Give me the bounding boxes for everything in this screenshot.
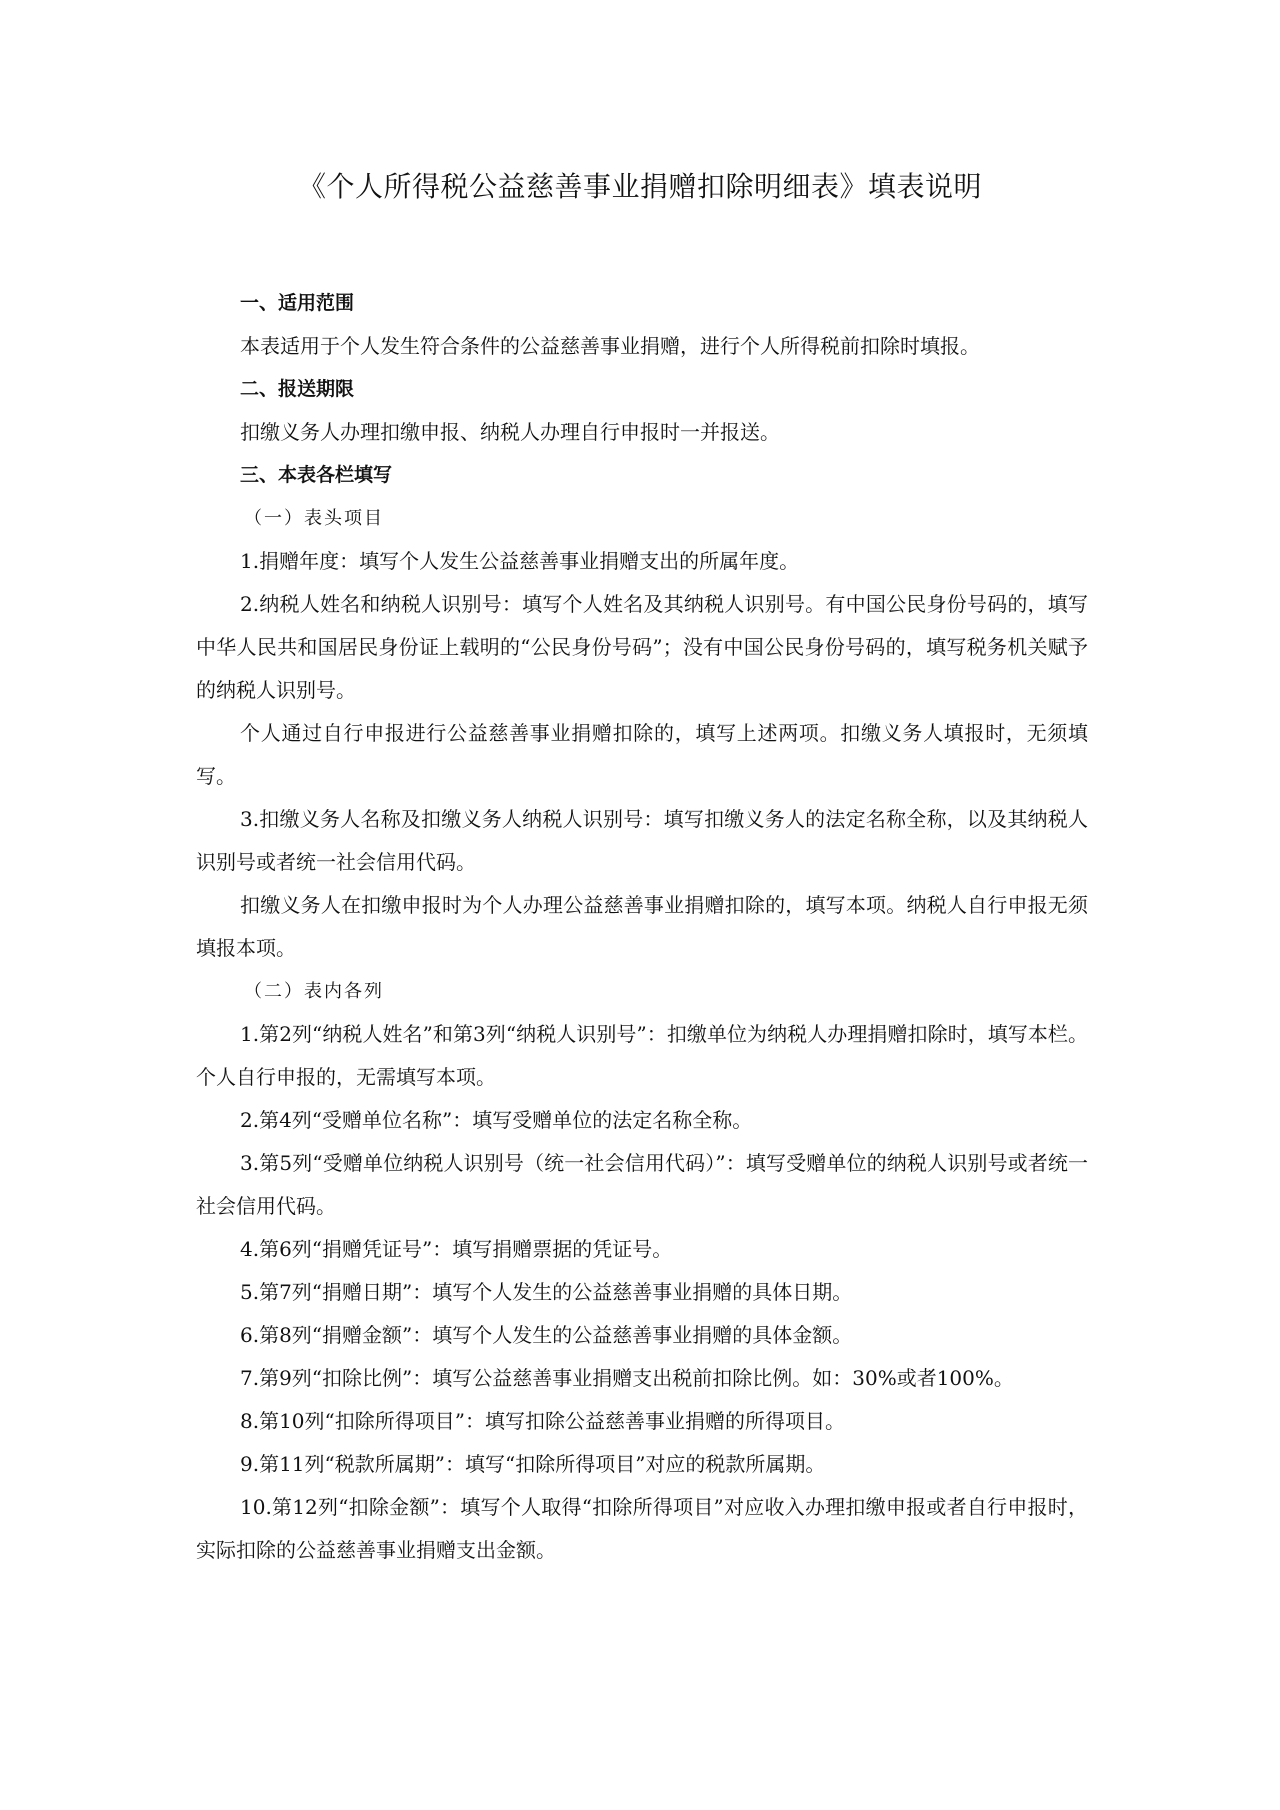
list-item: 7.第9列“扣除比例”：填写公益慈善事业捐赠支出税前扣除比例。如：30%或者100%。 xyxy=(240,1366,1014,1390)
paragraph-scope: 本表适用于个人发生符合条件的公益慈善事业捐赠，进行个人所得税前扣除时填报。 xyxy=(240,334,980,358)
paragraph-deadline: 扣缴义务人办理扣缴申报、纳税人办理自行申报时一并报送。 xyxy=(240,420,780,444)
page-title: 《个人所得税公益慈善事业捐赠扣除明细表》填表说明 xyxy=(297,170,982,203)
paragraph-header-item-3: 3.扣缴义务人名称及扣缴义务人纳税人识别号：填写扣缴义务人的法定名称全称，以及其纳税人识别号或者统一社会信用代码。 xyxy=(196,807,1088,874)
paragraph-header-item-2: 2.纳税人姓名和纳税人识别号：填写个人姓名及其纳税人识别号。有中国公民身份号码的，填写中华人民共和国居民身份证上载明的“公民身份号码”；没有中国公民身份号码的，填写税务机关赋予的纳税人识别号。 xyxy=(196,592,1088,702)
list-item: 6.第8列“捐赠金额”：填写个人发生的公益慈善事业捐赠的具体金额。 xyxy=(240,1323,853,1347)
list-item: 1.第2列“纳税人姓名”和第3列“纳税人识别号”：扣缴单位为纳税人办理捐赠扣除时，填写本栏。个人自行申报的，无需填写本项。 xyxy=(196,1022,1088,1089)
list-item: 2.第4列“受赠单位名称”：填写受赠单位的法定名称全称。 xyxy=(240,1108,753,1132)
paragraph-header-item-3-note: 扣缴义务人在扣缴申报时为个人办理公益慈善事业捐赠扣除的，填写本项。纳税人自行申报无须填报本项。 xyxy=(196,893,1088,960)
paragraph-header-item-1: 1.捐赠年度：填写个人发生公益慈善事业捐赠支出的所属年度。 xyxy=(240,549,800,573)
list-item: 10.第12列“扣除金额”：填写个人取得“扣除所得项目”对应收入办理扣缴申报或者自行申报时，实际扣除的公益慈善事业捐赠支出金额。 xyxy=(196,1495,1088,1562)
section-heading-scope: 一、适用范围 xyxy=(240,292,355,314)
list-item: 9.第11列“税款所属期”：填写“扣除所得项目”对应的税款所属期。 xyxy=(240,1452,826,1476)
list-item: 4.第6列“捐赠凭证号”：填写捐赠票据的凭证号。 xyxy=(240,1237,673,1261)
section-heading-deadline: 二、报送期限 xyxy=(240,378,355,400)
paragraph-header-item-2-note: 个人通过自行申报进行公益慈善事业捐赠扣除的，填写上述两项。扣缴义务人填报时，无须填写。 xyxy=(196,721,1088,788)
subheading-table-columns: （二）表内各列 xyxy=(244,981,384,1002)
subheading-header-items: （一）表头项目 xyxy=(244,508,384,529)
list-item: 5.第7列“捐赠日期”：填写个人发生的公益慈善事业捐赠的具体日期。 xyxy=(240,1280,853,1304)
list-item: 8.第10列“扣除所得项目”：填写扣除公益慈善事业捐赠的所得项目。 xyxy=(240,1409,845,1433)
section-heading-fill: 三、本表各栏填写 xyxy=(240,464,393,486)
document-body xyxy=(196,282,1088,1572)
list-item: 3.第5列“受赠单位纳税人识别号（统一社会信用代码）”：填写受赠单位的纳税人识别号或者统一社会信用代码。 xyxy=(196,1151,1088,1218)
